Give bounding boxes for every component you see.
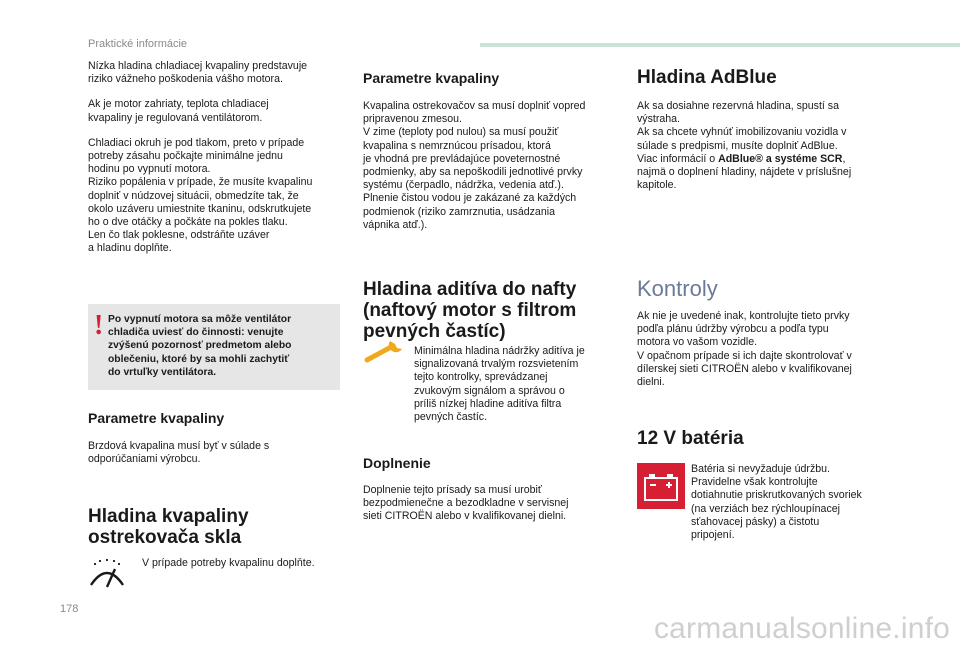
washer-section [88,506,343,548]
controls-heading: Kontroly [637,276,718,301]
section-title: Praktické informácie [88,38,188,50]
washer-heading: Hladina kvapaliny ostrekovača skla [88,506,249,548]
windscreen-washer-icon [88,555,126,593]
wrench-warning-icon [363,336,407,366]
column-middle [363,70,625,244]
watermark: carmanualsonline.info [653,612,950,645]
additive-heading: Hladina aditíva do nafty (naftový motor s filtrom pevných častíc) [363,279,577,342]
refill-text: Doplnenie tejto prísady sa musí urobiť bezpodmienečne a bezodkladne v servisnej sieti CITROËN alebo v kvalifikovanej dielni. [363,484,569,523]
brake-fluid-text: Brzdová kvapalina musí byť v súlade s odporúčaniami výrobcu. [88,440,270,466]
coolant-pressure-text: Chladiaci okruh je pod tlakom, preto v prípade potreby zásahu počkajte minimálne jednu hodinu po vypnutí motora. Riziko popálenia v prípade, že musíte kvapalinu doplniť v núdzovej situácii, obmedzíte tak, že okolo uzáveru umiestnite tkaninu, odskrutkujete ho o dve otáčky a počkáte na pokles tlaku. Len čo tlak poklesne, odstráňte uzáver a hladinu doplňte. [88,136,313,255]
coolant-fan-text: Ak je motor zahriaty, teplota chladiacej kvapaliny je regulovaná ventilátorom. [88,98,269,124]
coolant-risk-text: Nízka hladina chladiacej kvapaliny predstavuje riziko vážneho poškodenia vášho motora. [88,60,308,86]
refill-heading: Doplnenie [363,455,431,471]
warning-text: Po vypnutí motora sa môže ventilátor chladiča uviesť do činnosti: venujte zvýšenú pozornosť predmetom alebo oblečeniu, ktoré by sa mohli zachytiť do vrtuľky ventilátora. [108,314,292,378]
brake-fluid-heading: Parametre kvapaliny [88,410,225,426]
adblue-heading: Hladina AdBlue [637,67,777,88]
additive-section [363,279,625,342]
header-accent-bar [480,43,960,47]
page-number: 178 [60,603,79,615]
column-left [88,60,343,268]
exclamation-icon: ! [94,310,104,341]
battery-text: Batéria si nevyžaduje údržbu. Pravidelne však kontrolujte dotiahnutie priskrutkovaných svoriek (na verziách bez rýchloupínacej sťahovacej pásky) a čistotu pripojení. [691,463,862,542]
battery-heading: 12 V batéria [637,428,744,449]
column-right [637,67,885,204]
adblue-text: Ak sa dosiahne rezervná hladina, spustí sa výstraha. Ak sa chcete vyhnúť imobilizovaniu vozidla v súlade s predpismi, musíte doplniť AdBlue. Viac informácií o AdBlue® a systéme SCR, najmä o doplnení hladiny, nájdete v príslušnej kapitole. [637,100,852,192]
washer-params-text: Kvapalina ostrekovačov sa musí doplniť vopred pripravenou zmesou. V zime (teploty pod nulou) sa musí použiť kvapalina s nemrznúcou prísadou, ktorá je vhodná pre prevládajúce poveternostné podmienky, aby sa nepoškodili jednotlivé prvky systému (čerpadlo, nádržka, vedenia atď.). Plnenie čistou vodou je zakázané za každých podmienok (riziko zamrznutia, usádzania vápnika atď.). [363,100,586,231]
refill-section [363,455,625,536]
brake-fluid-section [88,410,343,478]
adblue-bold-link: AdBlue® a systéme SCR [718,152,843,165]
battery-warning-icon [637,463,685,509]
controls-section [637,278,885,401]
controls-text: Ak nie je uvedené inak, kontrolujte tieto prvky podľa plánu údržby výrobcu a podľa typu motora vo vašom vozidle. V opačnom prípade si ich dajte skontrolovať v dílerskej sieti CITROËN alebo v kvalifikovanej dielni. [637,310,852,389]
washer-params-heading: Parametre kvapaliny [363,70,500,86]
additive-text: Minimálna hladina nádržky aditíva je signalizovaná trvalým rozsvietením tejto kontrolky, sprevádzanej zvukovým signálom a správou o príliš nízkej hladine aditíva filtra pevných častíc. [414,345,585,424]
warning-box [88,304,340,390]
washer-text: V prípade potreby kvapalinu doplňte. [142,557,315,569]
battery-section [637,428,885,449]
